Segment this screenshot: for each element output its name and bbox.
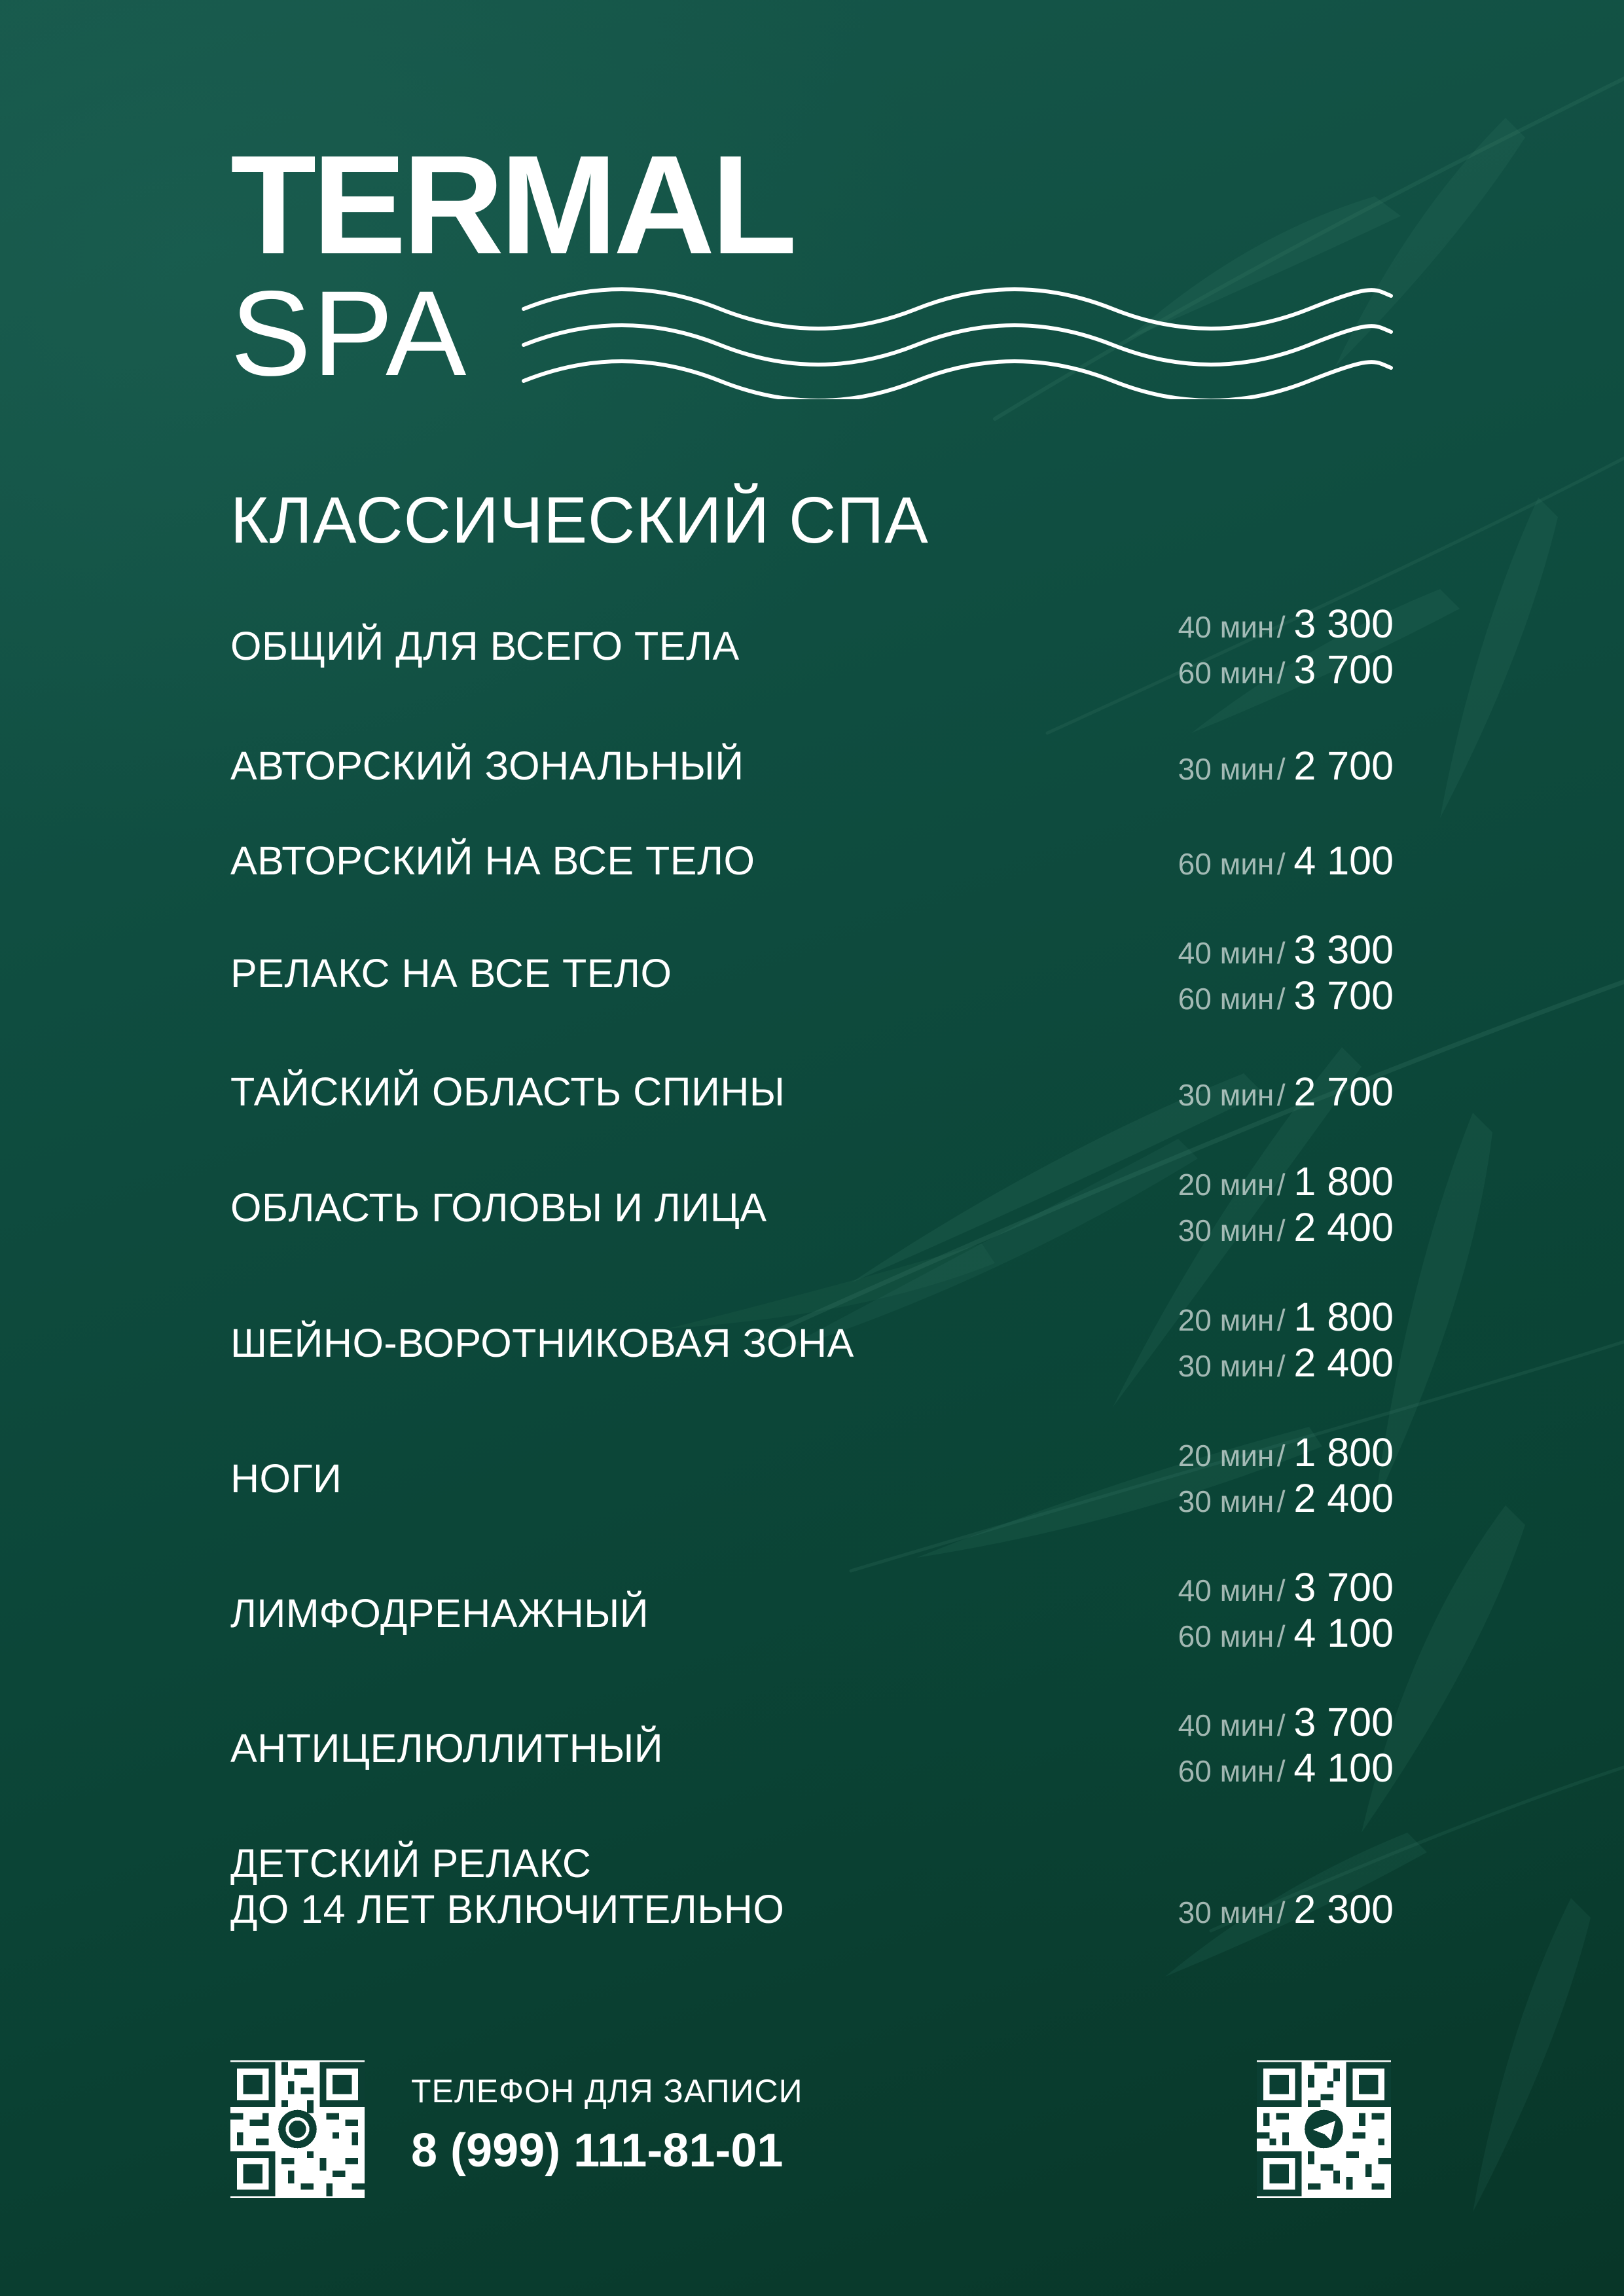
waves-decoration [520, 283, 1394, 399]
service-name: ОБЩИЙ ДЛЯ ВСЕГО ТЕЛА [230, 624, 740, 668]
price-line [1178, 745, 1394, 797]
service-name: ШЕЙНО-ВОРОТНИКОВАЯ ЗОНА [230, 1321, 854, 1365]
price-separator: / [1276, 1573, 1294, 1607]
brand-logo-termal: TERMAL [230, 126, 793, 283]
price: 3 700 [1293, 973, 1394, 1018]
price: 2 300 [1293, 1887, 1394, 1931]
duration: 60 мин [1178, 1619, 1274, 1653]
price-separator: / [1276, 1708, 1294, 1742]
price: 3 300 [1293, 927, 1394, 972]
price-line [1178, 1071, 1394, 1123]
price: 4 100 [1293, 838, 1394, 883]
service-name: ЛИМФОДРЕНАЖНЫЙ [230, 1591, 649, 1636]
price: 2 400 [1293, 1476, 1394, 1520]
service-name-line2: ДО 14 ЛЕТ ВКЛЮЧИТЕЛЬНО [230, 1887, 785, 1931]
price-line [1178, 840, 1394, 892]
service-name: ТАЙСКИЙ ОБЛАСТЬ СПИНЫ [230, 1069, 785, 1114]
service-name: НОГИ [230, 1456, 342, 1501]
price: 1 800 [1293, 1430, 1394, 1475]
duration: 60 мин [1178, 656, 1274, 690]
price-line [1178, 649, 1394, 701]
price-separator: / [1276, 1754, 1294, 1788]
duration: 40 мин [1178, 610, 1274, 644]
duration: 30 мин [1178, 752, 1274, 786]
price-separator: / [1276, 1349, 1294, 1383]
service-name: РЕЛАКС НА ВСЕ ТЕЛО [230, 951, 672, 996]
price-line [1178, 1748, 1394, 1799]
price-separator: / [1276, 1895, 1294, 1929]
duration: 20 мин [1178, 1303, 1274, 1337]
price: 4 100 [1293, 1746, 1394, 1790]
price: 1 800 [1293, 1159, 1394, 1204]
duration: 40 мин [1178, 936, 1274, 970]
phone-label: ТЕЛЕФОН ДЛЯ ЗАПИСИ [411, 2073, 803, 2109]
service-name: ОБЛАСТЬ ГОЛОВЫ И ЛИЦА [230, 1185, 767, 1230]
price-separator: / [1276, 982, 1294, 1016]
price-line [1178, 1889, 1394, 1941]
price-line [1178, 1342, 1394, 1394]
price-line [1178, 1207, 1394, 1259]
price-line [1178, 975, 1394, 1027]
price-separator: / [1276, 1168, 1294, 1202]
service-name: АНТИЦЕЛЮЛЛИТНЫЙ [230, 1726, 664, 1770]
price-separator: / [1276, 847, 1294, 881]
brand-logo-spa: SPA [230, 266, 468, 401]
price-separator: / [1276, 1303, 1294, 1337]
price-line [1178, 1478, 1394, 1530]
duration: 20 мин [1178, 1168, 1274, 1202]
duration: 40 мин [1178, 1708, 1274, 1742]
price-separator: / [1276, 656, 1294, 690]
price: 2 400 [1293, 1205, 1394, 1249]
price-line [1178, 1613, 1394, 1664]
price: 3 700 [1293, 1700, 1394, 1744]
price-separator: / [1276, 1439, 1294, 1473]
price: 2 400 [1293, 1340, 1394, 1385]
price-separator: / [1276, 752, 1294, 786]
price-separator: / [1276, 1078, 1294, 1112]
price: 4 100 [1293, 1611, 1394, 1655]
price: 3 700 [1293, 647, 1394, 692]
duration: 30 мин [1178, 1895, 1274, 1929]
qr-code-telegram[interactable] [1257, 2060, 1391, 2198]
duration: 30 мин [1178, 1213, 1274, 1247]
price-separator: / [1276, 1619, 1294, 1653]
price: 1 800 [1293, 1295, 1394, 1339]
duration: 20 мин [1178, 1439, 1274, 1473]
price-separator: / [1276, 1213, 1294, 1247]
price: 3 700 [1293, 1565, 1394, 1609]
price: 2 700 [1293, 1069, 1394, 1114]
duration: 30 мин [1178, 1349, 1274, 1383]
duration: 30 мин [1178, 1484, 1274, 1518]
price-separator: / [1276, 936, 1294, 970]
price: 2 700 [1293, 744, 1394, 788]
price-separator: / [1276, 1484, 1294, 1518]
price: 3 300 [1293, 601, 1394, 646]
qr-code-whatsapp[interactable] [230, 2060, 365, 2198]
price-separator: / [1276, 610, 1294, 644]
duration: 60 мин [1178, 847, 1274, 881]
service-name: АВТОРСКИЙ ЗОНАЛЬНЫЙ [230, 744, 744, 788]
service-name: АВТОРСКИЙ НА ВСЕ ТЕЛО [230, 838, 755, 883]
section-title: КЛАССИЧЕСКИЙ СПА [230, 484, 929, 557]
duration: 40 мин [1178, 1573, 1274, 1607]
duration: 30 мин [1178, 1078, 1274, 1112]
duration: 60 мин [1178, 982, 1274, 1016]
duration: 60 мин [1178, 1754, 1274, 1788]
service-name: ДЕТСКИЙ РЕЛАКС [230, 1841, 592, 1886]
phone-number[interactable]: 8 (999) 111-81-01 [411, 2125, 784, 2177]
